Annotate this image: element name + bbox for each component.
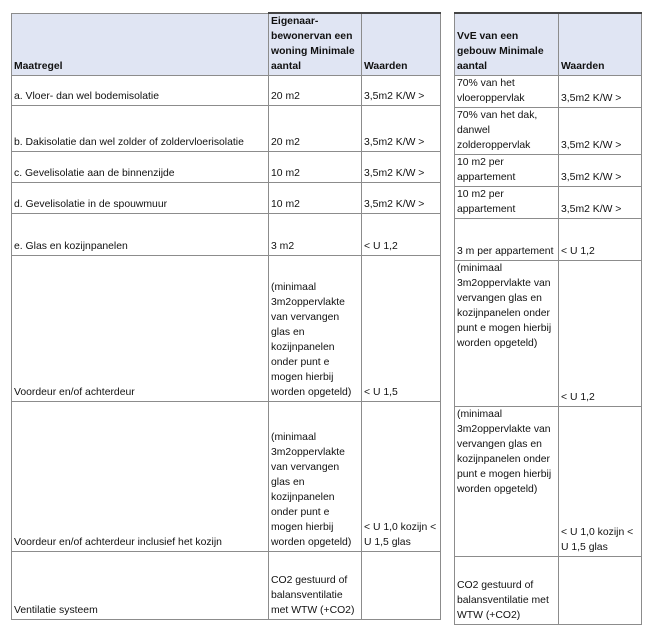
minimum-cell: 3 m per appartement [455, 218, 559, 260]
value-cell [362, 552, 441, 620]
value-cell: 3,5m2 K/W > [362, 183, 441, 214]
value-cell: < U 1,5 [362, 256, 441, 402]
minimum-cell: (minimaal 3m2oppervlakte van vervangen glas en kozijnpanelen onder punt e mogen hierbij worden opgeteld) [455, 406, 559, 556]
value-cell: < U 1,2 [362, 214, 441, 256]
measure-cell: a. Vloer- dan wel bodemisolatie [12, 76, 269, 106]
table-row [12, 214, 441, 256]
measure-cell: Voordeur en/of achterdeur [12, 256, 269, 402]
value-cell: < U 1,0 kozijn < U 1,5 glas [559, 406, 642, 556]
minimum-cell: CO2 gestuurd of balansventilatie met WTW (+CO2) [455, 556, 559, 624]
minimum-cell: (minimaal 3m2oppervlakte van vervangen glas en kozijnpanelen onder punt e mogen hierbij worden opgeteld) [269, 402, 362, 552]
table-row [12, 256, 441, 402]
minimum-cell: 70% van het dak, danwel zolderoppervlak [455, 107, 559, 154]
minimum-cell: (minimaal 3m2oppervlakte van vervangen glas en kozijnpanelen onder punt e mogen hierbij worden opgeteld) [455, 260, 559, 406]
minimum-cell: 3 m2 [269, 214, 362, 256]
header-owner-minimum: Eigenaar-bewonervan een woning Minimale aantal [269, 13, 362, 76]
value-cell [559, 556, 642, 624]
minimum-cell: 10 m2 [269, 152, 362, 183]
minimum-cell: 20 m2 [269, 106, 362, 152]
table-row [12, 402, 441, 552]
header-vve-minimum: VvE van een gebouw Minimale aantal [455, 13, 559, 75]
value-cell: 3,5m2 K/W > [559, 75, 642, 107]
minimum-cell: 10 m2 [269, 183, 362, 214]
left-measures-table [11, 12, 441, 620]
value-cell: < U 1,2 [559, 260, 642, 406]
measure-cell: Voordeur en/of achterdeur inclusief het kozijn [12, 402, 269, 552]
table-row [12, 183, 441, 214]
minimum-cell: 20 m2 [269, 76, 362, 106]
table-row [455, 260, 642, 406]
header-measure: Maatregel [12, 13, 269, 76]
table-row [455, 556, 642, 624]
minimum-cell: (minimaal 3m2oppervlakte van vervangen glas en kozijnpanelen onder punt e mogen hierbij worden opgeteld) [269, 256, 362, 402]
value-cell: 3,5m2 K/W > [559, 107, 642, 154]
measure-cell: d. Gevelisolatie in de spouwmuur [12, 183, 269, 214]
value-cell: < U 1,0 kozijn < U 1,5 glas [362, 402, 441, 552]
minimum-cell: 70% van het vloeroppervlak [455, 75, 559, 107]
right-vve-table [454, 12, 642, 625]
table-row [12, 76, 441, 106]
value-cell: 3,5m2 K/W > [362, 152, 441, 183]
measure-cell: Ventilatie systeem [12, 552, 269, 620]
minimum-cell: CO2 gestuurd of balansventilatie met WTW (+CO2) [269, 552, 362, 620]
value-cell: 3,5m2 K/W > [559, 154, 642, 186]
table-row [12, 152, 441, 183]
value-cell: 3,5m2 K/W > [362, 76, 441, 106]
value-cell: 3,5m2 K/W > [559, 186, 642, 218]
table-row [455, 107, 642, 154]
value-cell: 3,5m2 K/W > [362, 106, 441, 152]
table-row [12, 552, 441, 620]
value-cell: < U 1,2 [559, 218, 642, 260]
table-row [455, 218, 642, 260]
table-row [455, 186, 642, 218]
header-values: Waarden [362, 13, 441, 76]
header-values: Waarden [559, 13, 642, 75]
measure-cell: c. Gevelisolatie aan de binnenzijde [12, 152, 269, 183]
table-row [12, 106, 441, 152]
measure-cell: e. Glas en kozijnpanelen [12, 214, 269, 256]
minimum-cell: 10 m2 per appartement [455, 154, 559, 186]
table-row [455, 75, 642, 107]
table-row [455, 406, 642, 556]
measure-cell: b. Dakisolatie dan wel zolder of zoldervloerisolatie [12, 106, 269, 152]
minimum-cell: 10 m2 per appartement [455, 186, 559, 218]
table-row [455, 154, 642, 186]
